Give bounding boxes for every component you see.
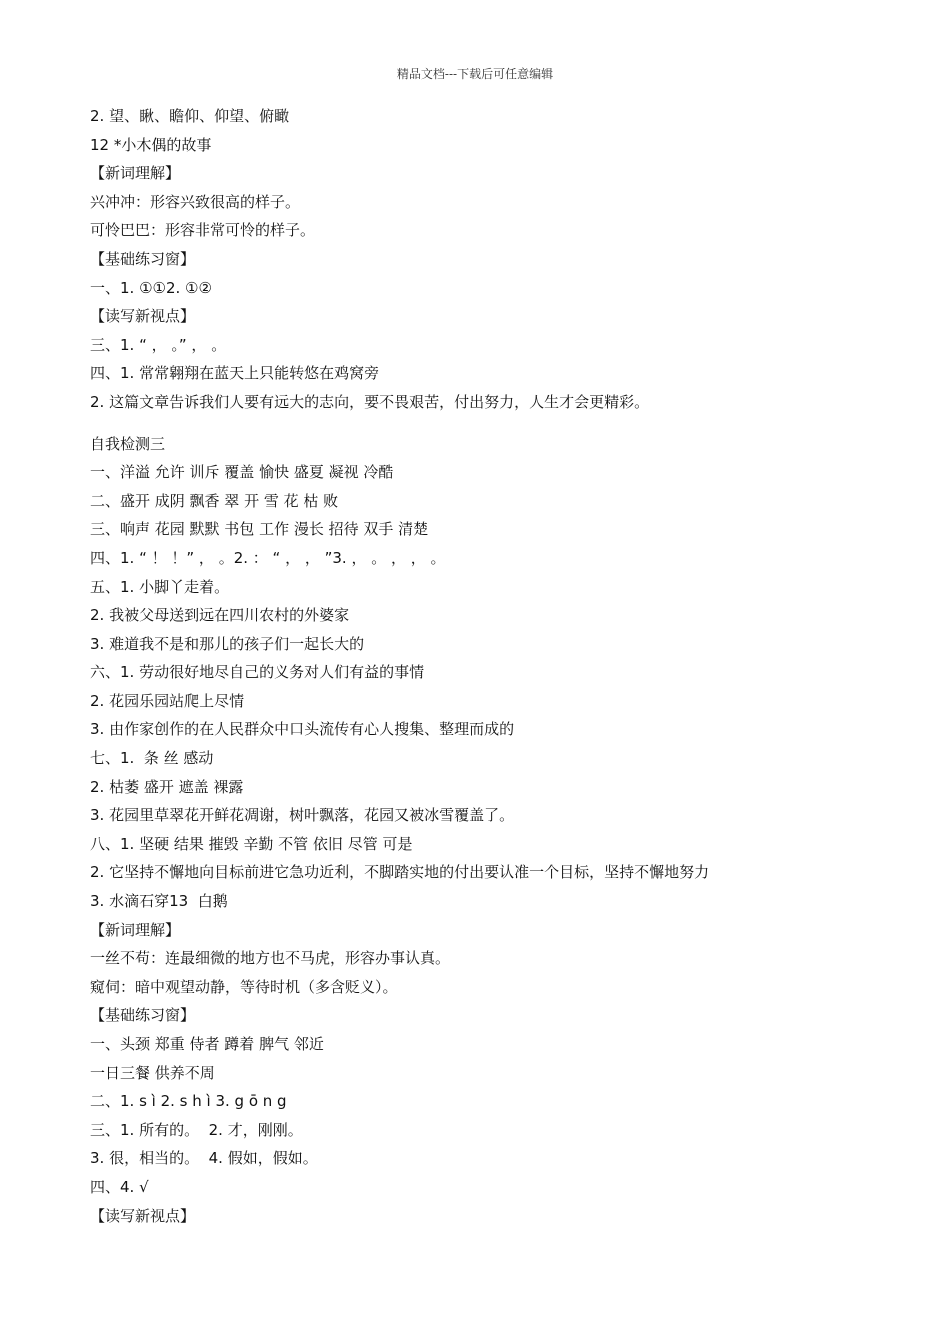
section-heading: 【基础练习窗】 (90, 1006, 196, 1025)
text-line: 四、1. 常常翱翔在蓝天上只能转悠在鸡窝旁 (90, 364, 380, 383)
text-line: 四、1. “ ！ ！” ， 。2. ： “ ， ， ”3. ， 。 ， ， 。 (90, 548, 446, 567)
text-line: 一、洋溢 允许 训斥 覆盖 愉快 盛夏 凝视 冷酷 (90, 463, 394, 482)
page-header: 精品文档---下载后可任意编辑 (396, 67, 554, 81)
text-line: 一、1. ①①2. ①② (90, 278, 212, 297)
section-heading: 【新词理解】 (90, 164, 181, 183)
text-line: 五、1. 小脚丫走着。 (90, 577, 230, 596)
lesson-title: 12 *小木偶的故事 (90, 135, 212, 154)
text-line: 一、头颈 郑重 侍者 蹲着 脾气 邻近 (90, 1035, 324, 1053)
text-line: 3. 由作家创作的在人民群众中口头流传有心人搜集、整理而成的 (90, 720, 515, 739)
text-line: 2. 它坚持不懈地向目标前进它急功近利，不脚踏实地的付出要认准一个目标，坚持不懈地努力 (90, 863, 710, 882)
text-line: 一日三餐 供养不周 (90, 1063, 215, 1082)
text-line: 兴冲冲：形容兴致很高的样子。 (90, 192, 301, 211)
section-heading: 【读写新视点】 (90, 307, 196, 326)
text-line: 窥伺：暗中观望动静，等待时机（多含贬义）。 (90, 977, 398, 996)
text-line: 七、1. 条 丝 感动 (90, 749, 214, 768)
text-line: 3. 很，相当的。 4. 假如，假如。 (90, 1149, 318, 1168)
section-heading: 【读写新视点】 (90, 1206, 196, 1225)
text-line: 2. 这篇文章告诉我们人要有远大的志向，要不畏艰苦，付出努力，人生才会更精彩。 (90, 392, 650, 411)
text-line: 3. 花园里草翠花开鲜花凋谢，树叶飘落，花园又被冰雪覆盖了。 (90, 806, 515, 825)
test-title: 自我检测三 (90, 434, 166, 453)
text-line: 二、1. s ì 2. s h ì 3. g ō n g (90, 1092, 287, 1111)
text-line: 2. 我被父母送到远在四川农村的外婆家 (90, 606, 350, 625)
text-line: 一丝不苟：连最细微的地方也不马虎，形容办事认真。 (90, 949, 451, 968)
text-line: 2. 花园乐园站爬上尽情 (90, 691, 245, 710)
text-line: 二、盛开 成阴 飘香 翠 开 雪 花 枯 败 (90, 491, 339, 510)
text-line: 三、响声 花园 默默 书包 工作 漫长 招待 双手 清楚 (90, 520, 429, 539)
text-line: 四、4. √ (90, 1177, 149, 1196)
text-line: 3. 难道我不是和那儿的孩子们一起长大的 (90, 634, 365, 653)
text-line: 三、1. “ ， 。” ， 。 (90, 335, 227, 354)
section-heading: 【基础练习窗】 (90, 249, 196, 268)
text-line: 六、1. 劳动很好地尽自己的义务对人们有益的事情 (90, 663, 425, 682)
lesson-title: 3. 水滴石穿13 白鹅 (90, 892, 228, 911)
text-line: 2. 望、瞅、瞻仰、仰望、俯瞰 (90, 107, 290, 125)
text-line: 八、1. 坚硬 结果 摧毁 辛勤 不管 依旧 尽管 可是 (90, 834, 413, 853)
text-line: 可怜巴巴：形容非常可怜的样子。 (90, 221, 316, 240)
section-heading: 【新词理解】 (90, 920, 181, 939)
document-body (90, 102, 910, 1230)
text-line: 三、1. 所有的。 2. 才，刚刚。 (90, 1120, 303, 1139)
text-line: 2. 枯萎 盛开 遮盖 裸露 (90, 777, 244, 796)
